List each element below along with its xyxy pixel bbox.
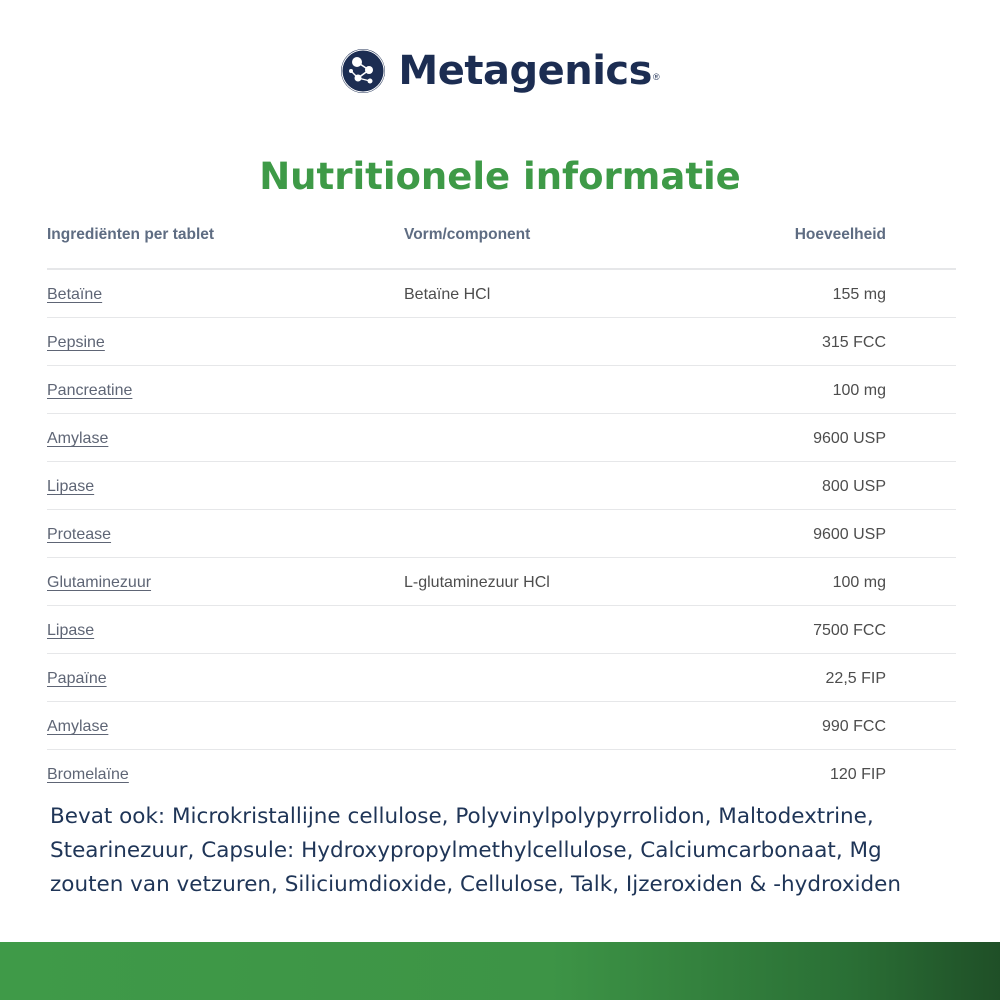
- also-contains-text: Bevat ook: Microkristallijne cellulose, Polyvinylpolypyrrolidon, Maltodextrine, Stearinezuur, Capsule: Hydroxypropylmethylcellulose, Calciumcarbonaat, Mg zouten van vetzuren, Siliciumdioxide, Cellulose, Talk, Ijzeroxiden & -hydroxiden: [50, 804, 902, 897]
- amount-cell: 800 USP: [821, 478, 886, 495]
- table-row: [47, 606, 956, 654]
- ingredient-link[interactable]: Betaïne: [47, 286, 103, 303]
- form-cell: Betaïne HCl: [404, 286, 491, 303]
- table-header: [47, 222, 956, 270]
- amount-cell: 100 mg: [832, 574, 886, 591]
- table-row: [47, 462, 956, 510]
- ingredient-link[interactable]: Bromelaïne: [47, 766, 129, 783]
- amount-cell: 100 mg: [832, 382, 886, 399]
- amount-cell: 155 mg: [832, 286, 886, 303]
- header-form: Vorm/component: [404, 226, 531, 243]
- page-title: Nutritionele informatie: [259, 155, 741, 198]
- metagenics-logo-icon: [340, 48, 386, 94]
- table-row: [47, 750, 956, 797]
- footer-bar: [0, 942, 1000, 1000]
- ingredient-link[interactable]: Pepsine: [47, 334, 105, 351]
- ingredient-link[interactable]: Pancreatine: [47, 382, 133, 399]
- table-row: [47, 654, 956, 702]
- ingredient-link[interactable]: Glutaminezuur: [47, 574, 152, 591]
- table-row: [47, 414, 956, 462]
- brand-name: Metagenics: [398, 48, 652, 94]
- amount-cell: 9600 USP: [813, 526, 886, 543]
- table-body: [47, 270, 956, 797]
- amount-cell: 7500 FCC: [813, 622, 886, 639]
- amount-cell: 22,5 FIP: [825, 670, 886, 687]
- ingredient-link[interactable]: Lipase: [47, 478, 95, 495]
- table-row: [47, 558, 956, 606]
- table-row: [47, 510, 956, 558]
- amount-cell: 120 FIP: [829, 766, 886, 783]
- header-ingredient: Ingrediënten per tablet: [47, 226, 215, 243]
- ingredient-link[interactable]: Lipase: [47, 622, 95, 639]
- brand-logo: [0, 48, 1000, 94]
- table-row: [47, 366, 956, 414]
- amount-cell: 9600 USP: [813, 430, 886, 447]
- ingredient-link[interactable]: Protease: [47, 526, 112, 543]
- header-amount: Hoeveelheid: [794, 226, 886, 243]
- table-row: [47, 702, 956, 750]
- nutrition-table: [47, 222, 956, 797]
- ingredient-link[interactable]: Amylase: [47, 718, 109, 735]
- amount-cell: 990 FCC: [821, 718, 886, 735]
- form-cell: L-glutaminezuur HCl: [404, 574, 550, 591]
- amount-cell: 315 FCC: [821, 334, 886, 351]
- table-row: [47, 270, 956, 318]
- registered-mark: ®: [652, 72, 660, 82]
- table-row: [47, 318, 956, 366]
- ingredient-link[interactable]: Papaïne: [47, 670, 107, 687]
- ingredient-link[interactable]: Amylase: [47, 430, 109, 447]
